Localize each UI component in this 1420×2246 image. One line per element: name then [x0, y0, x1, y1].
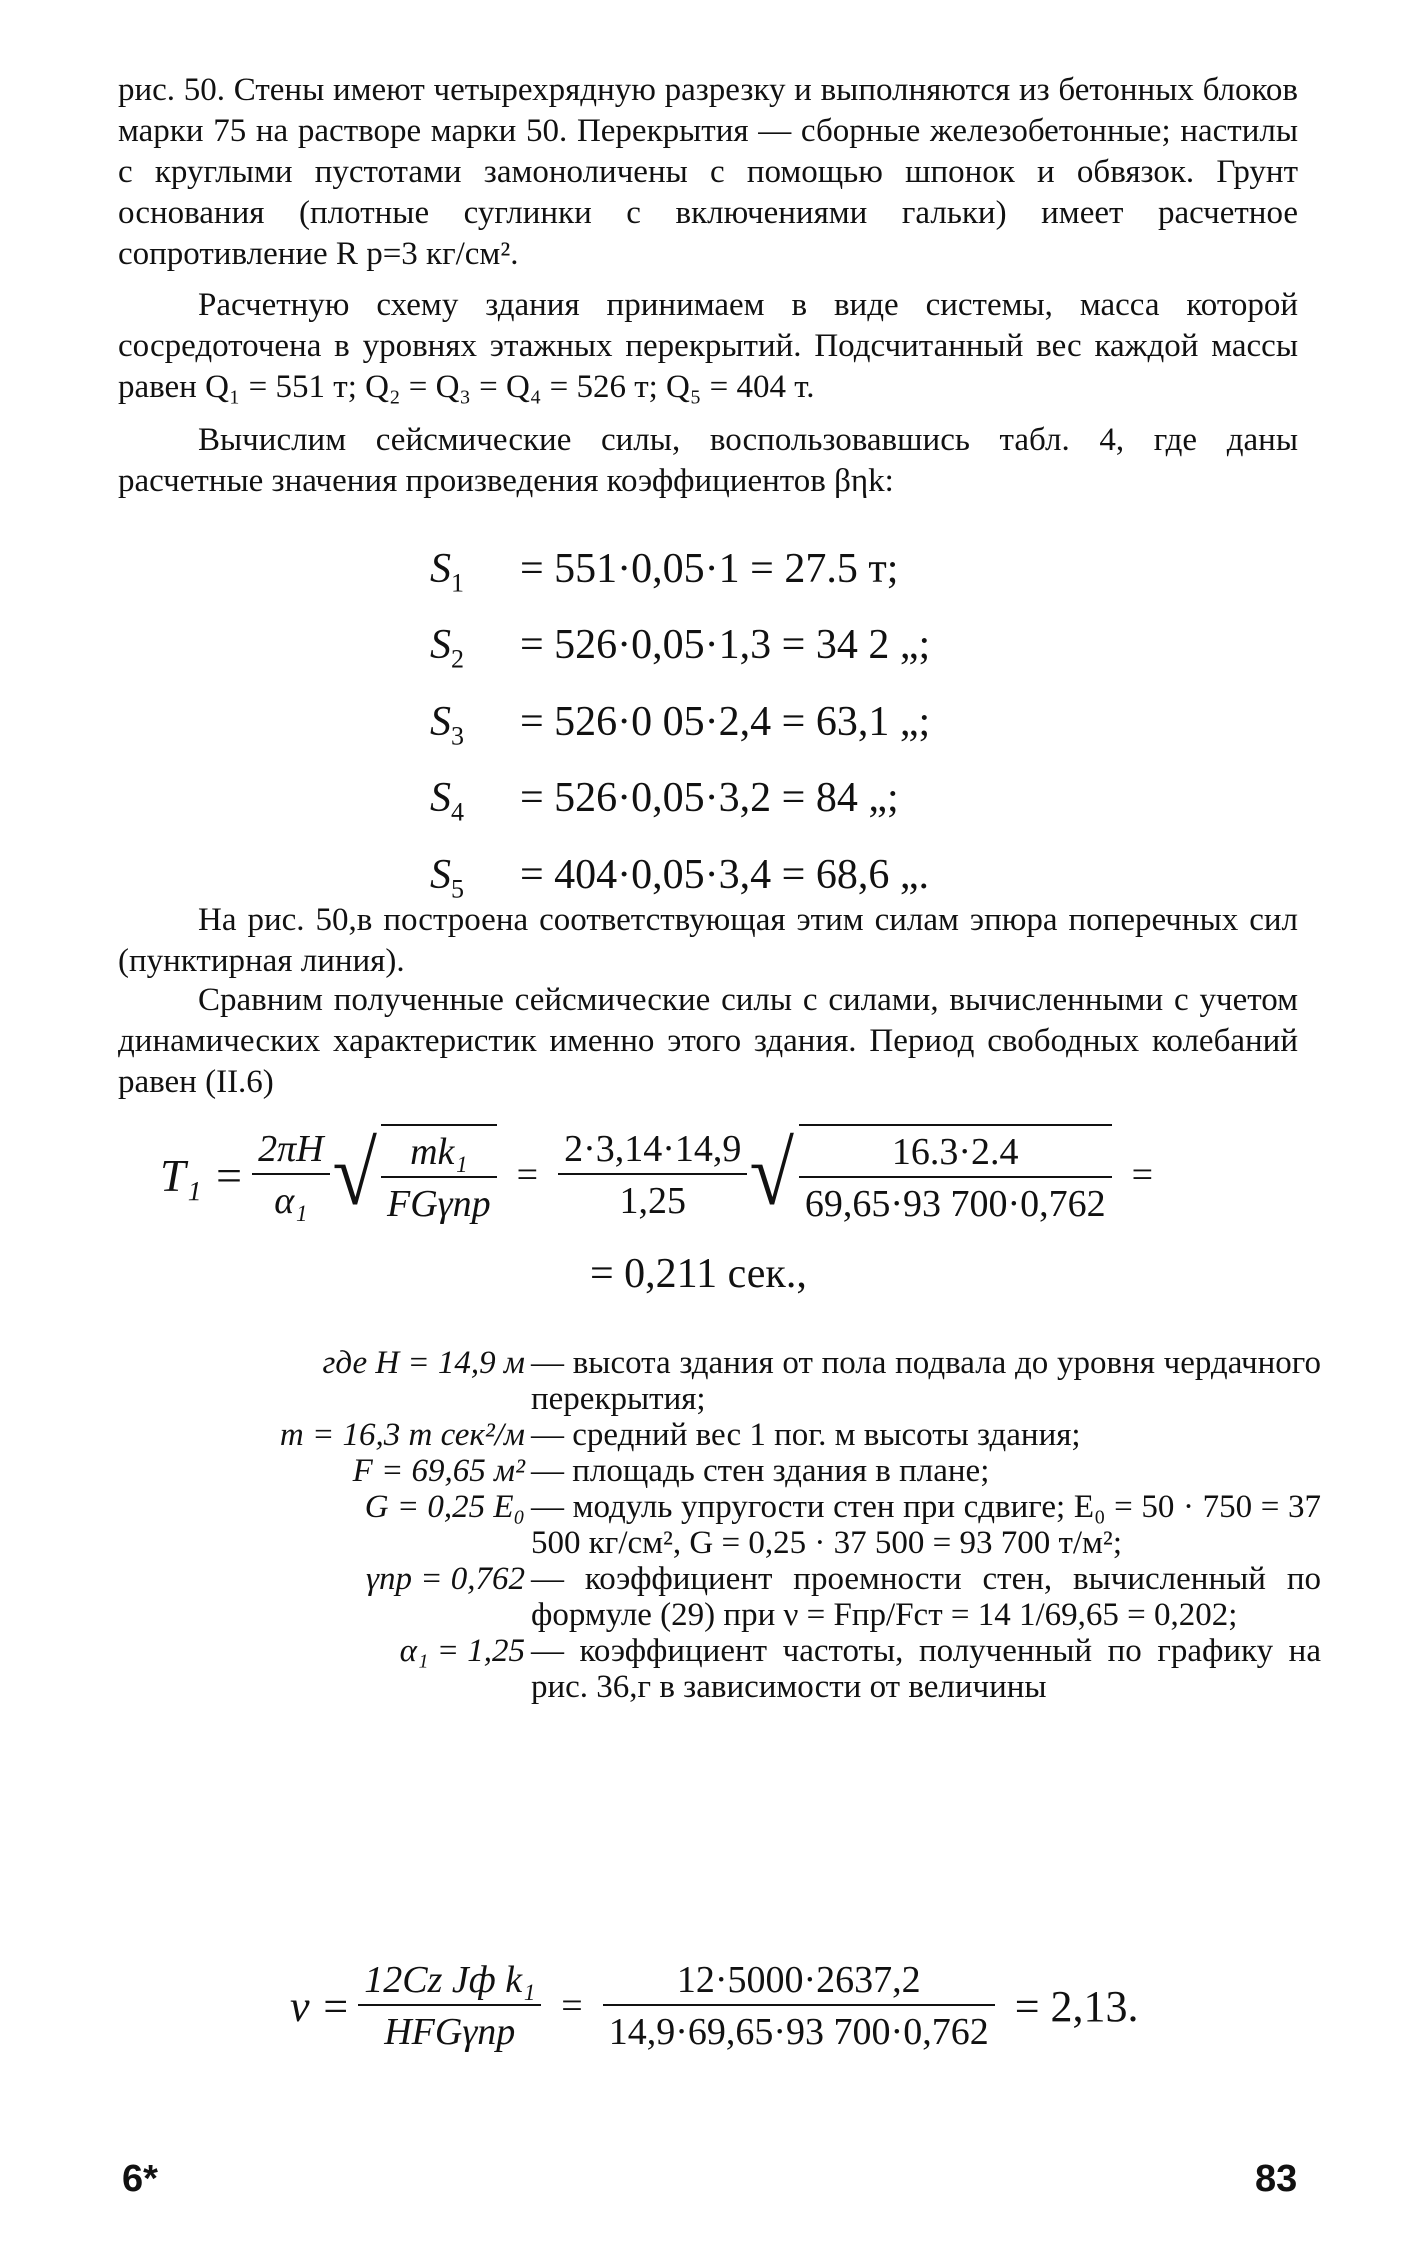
radical: √ $\frac{\text{mk₁}}{\text{FGγпр}}$ — [330, 1124, 497, 1226]
definition-row: F = 69,65 м² — площадь стен здания в плане; — [352, 1453, 990, 1489]
radical: √ $\frac{16.3\cdot 2.4}{69,65\cdot 93 700\cdot 0,762}$ — [747, 1124, 1111, 1226]
fraction: $\frac{12\cdot 5000\cdot 2637,2}{14,9\cdot 69,65\cdot 93 700\cdot 0,762}$ — [603, 1958, 995, 2054]
seismic-forces-block — [430, 538, 930, 920]
paragraph-scheme: Расчетную схему здания принимаем в виде системы, масса которой сосредоточена в уровнях этажных перекрытий. Подсчитанный вес каждой массы равен Q₁ = 551 т; Q₂ = Q₃ = Q₄ = 526 т; Q₅ = 404 т. — [118, 287, 1298, 405]
definition-row: m = 16,3 т сек²/м — средний вес 1 пог. м высоты здания; — [279, 1417, 1081, 1453]
fraction: $\frac{\text{12Cz Jф k₁}}{\text{HFGγпр}}$ — [358, 1958, 541, 2054]
seismic-force-line: $S_2 = 526\cdot 0,05\cdot 1,3 = 34$ 2 „; — [430, 614, 930, 690]
fraction: $\frac{2\cdot 3,14\cdot 14,9}{1,25}$ — [558, 1127, 747, 1223]
definition-row: γпр = 0,762 — коэффициент проемности стен, вычисленный по формуле (29) при ν = Fпр/Fст = 14 1/69,65 = 0,202; — [365, 1561, 1321, 1633]
force-symbol: $S_2$ — [430, 622, 464, 674]
force-symbol: $S_3$ — [430, 698, 464, 751]
seismic-force-line: $S_4 = 526\cdot 0,05\cdot 3,2 = 84$ „; — [430, 767, 930, 843]
force-symbol: $S_1$ — [430, 546, 464, 598]
definition-row: α₁ = 1,25 — коэффициент частоты, полученный по графику на рис. 36,г в зависимости от величины — [399, 1633, 1321, 1705]
paragraph-diagram: На рис. 50,в построена соответствующая этим силам эпюра поперечных сил (пунктирная линия). — [118, 902, 1298, 979]
definition-row: где H = 14,9 м — высота здания от пола подвала до уровня чердачного перекрытия; — [322, 1345, 1321, 1417]
force-symbol: $S_4$ — [430, 775, 464, 827]
force-symbol: $S_5$ — [430, 851, 464, 903]
seismic-force-line: $S_1 = 551\cdot 0,05\cdot 1 = 27.5$ т; — [430, 538, 930, 614]
paragraph-compute-forces: Вычислим сейсмические силы, воспользовавшись табл. 4, где даны расчетные значения произведения коэффициентов βηk: — [118, 422, 1298, 499]
seismic-force-line: $S_3 = 526\cdot 0$ 05·2,4 = 63,1 „; — [430, 691, 930, 767]
paragraph-walls: рис. 50. Стены имеют четырехрядную разрезку и выполняются из бетонных блоков марки 75 на растворе марки 50. Перекрытия — сборные железобетонные; настилы с круглыми пустотами замоноличены с помощью шпонок и обвязок. Грунт основания (плотные суглинки с включениями гальки) имеет расчетное сопротивление R р=3 кг/см². — [118, 72, 1298, 272]
nu-formula: v = $\frac{\text{12Cz Jф k₁}}{\text{HFGγпр}}$ = $\frac{12\cdot 5000\cdot 2637,2}{14,9\cdot 69,65\cdot 93 700\cdot 0,762}$ = 2,13. — [290, 1959, 1139, 2053]
period-result: = 0,211 сек., — [590, 1251, 807, 1297]
paragraph-compare: Сравним полученные сейсмические силы с силами, вычисленными с учетом динамических характеристик именно этого здания. Период свободных колебаний равен (II.6) — [118, 982, 1298, 1100]
definitions-list — [180, 1345, 1321, 1705]
definition-row: G = 0,25 E₀ — модуль упругости стен при сдвиге; E₀ = 50 · 750 = 37 500 кг/см², G = 0,25 · 37 500 = 93 700 т/м²; — [364, 1489, 1321, 1561]
page-number: 83 — [1255, 2158, 1298, 2200]
signature-mark: 6* — [122, 2158, 158, 2200]
period-formula: T₁ = $\frac{2\pi H}{\text{α₁}}$ √ $\frac{\text{mk₁}}{\text{FGγпр}}$ = $\frac{2\cdot 3,14\cdot 14,9}{1,25}$ √ $\frac{16.3\cdot 2.4}{69,65\cdot 93 700\cdot 0,762}$ = — [160, 1125, 1154, 1225]
seismic-force-line: $S_5 = 404\cdot 0,05\cdot 3,4 = 68,6$ „. — [430, 844, 930, 920]
fraction: $\frac{2\pi H}{\text{α₁}}$ — [252, 1127, 329, 1223]
